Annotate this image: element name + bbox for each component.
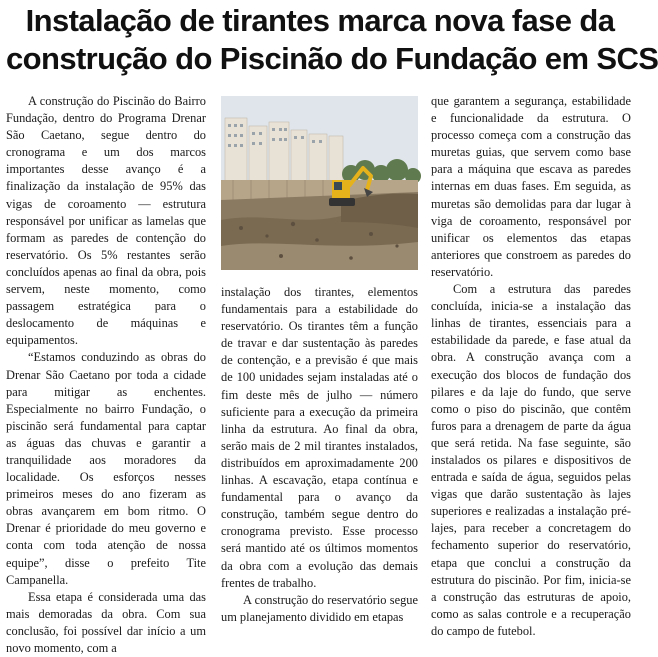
paragraph: A construção do Piscinão do Bairro Fundação, dentro do Programa Drenar São Caetano, segue dentro do cronograma e um dos marcos importantes desse avanço é a finalização da instalação de 95% das vigas de coroamento — estrutura responsável por unificar as lamelas que formam as paredes de contenção do reservatório. Os 5% restantes serão concluídos apenas ao final da obra, pois servem, neste momento, como passagem estratégica para o deslocamento de máquinas e equipamentos. [6, 94, 206, 348]
construction-photo-illustration [221, 96, 418, 270]
headline-line-1: Instalação de tirantes marca nova fase da [25, 3, 615, 38]
headline-line-2: construção do Piscinão do Fundação em SCS [6, 41, 658, 76]
paragraph: A construção do reservatório segue um planejamento dividido em etapas [221, 592, 418, 624]
headline [6, 2, 658, 78]
article-column-1 [6, 93, 206, 655]
article-column-3 [431, 93, 631, 638]
article-column-2 [221, 284, 418, 633]
paragraph: que garantem a segurança, estabilidade e funcionalidade da estrutura. O processo começa com a construção das muretas guias, que servem como base para a máquina que escava as paredes internas em duas fases. Em seguida, as muretas são demolidas para dar lugar à viga de coroamento, responsável por unificar os elementos das etapas anteriores que constroem as paredes do reservatório. [431, 94, 631, 279]
paragraph: instalação dos tirantes, elementos fundamentais para a estabilidade do reservatório. Os tirantes têm a função de travar e dar sustentação às paredes de contenção, e a previsão é que mais de 100 unidades sejam instaladas até o fim deste mês de julho — número suficiente para a execução da primeira linha da estrutura. Ao final da obra, serão mais de 2 mil tirantes instalados, distribuídos em aproximadamente 200 linhas. A escavação, etapa contínua e fundamental para o avanço da construção, também segue dentro do cronograma previsto. Esse processo será mantido até os últimos momentos da obra com a evolução das demais frentes de trabalho. [221, 285, 418, 590]
construction-photo [221, 96, 418, 270]
paragraph: Essa etapa é considerada uma das mais demoradas da obra. Com sua conclusão, foi possível dar início a um novo momento, com a [6, 589, 206, 655]
paragraph: Com a estrutura das paredes concluída, inicia-se a instalação das linhas de tirantes, essenciais para a estabilidade da parede, e fase atual da obra. A construção avança com a execução dos blocos de fundação dos pilares e da laje do fundo, que serve como o piso do piscinão, que contêm furos para a drenagem de parte da água que será retida. Na fase seguinte, são instalados os pilares e dispositivos de entrada e saída de água, seguidos pelas vigas que darão sustentação às lajes superiores e realizadas a instalação pré-lajes, para receber a concretagem do fechamento superior do reservatório, etapa que conclui a construção da estrutura do piscinão. Por fim, inicia-se a construção das estruturas de apoio, como as salas controle e a recuperação do campo de futebol. [431, 282, 631, 638]
paragraph-quote: “Estamos conduzindo as obras do Drenar São Caetano por toda a cidade para mitigar as enchentes. Especialmente no bairro Fundação, o piscinão será fundamental para captar as águas das chuvas e garantir a tranquilidade aos moradores da localidade. Os esforços nesses primeiros meses do ano fizeram as obras avançarem em bom ritmo. O Drenar é prioridade do meu governo e conta com toda atenção de nossa equipe”, disse o prefeito Tite Campanella. [6, 350, 206, 587]
